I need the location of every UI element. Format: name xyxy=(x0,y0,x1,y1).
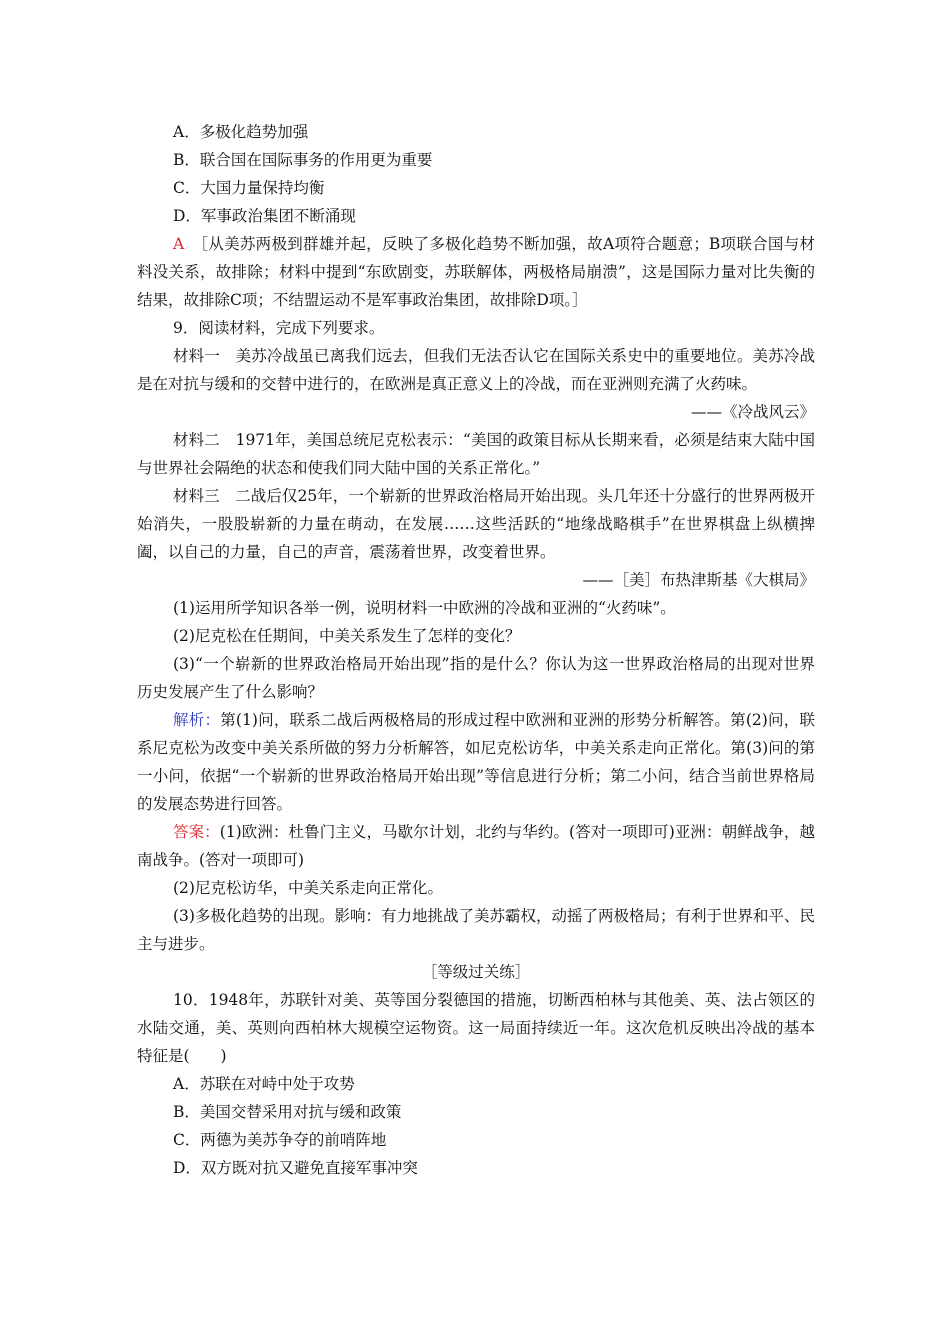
document-page xyxy=(137,118,815,1182)
q9-source-1: ——《冷战风云》 xyxy=(690,403,815,421)
q9-material-3: 材料三 二战后仅25年，一个崭新的世界政治格局开始出现。头几年还十分盛行的世界两极开始消失，一股股崭新的力量在萌动，在发展……这些活跃的“地缘战略棋手”在世界棋盘上纵横捭阖，以自己的力量，自己的声音，震荡着世界，改变着世界。 xyxy=(137,487,815,561)
q8-option-c: C．大国力量保持均衡 xyxy=(173,179,325,197)
q9-subquestion-2: (2)尼克松在任期间，中美关系发生了怎样的变化？ xyxy=(173,627,521,645)
answer-1-text: (1)欧洲：杜鲁门主义，马歇尔计划，北约与华约。(答对一项即可)亚洲：朝鲜战争，越南战争。(答对一项即可) xyxy=(137,823,815,869)
section-title: ［等级过关练］ xyxy=(421,963,531,981)
answer-label: 答案： xyxy=(173,823,220,841)
q9-answer-2: (2)尼克松访华，中美关系走向正常化。 xyxy=(173,879,443,897)
q9-answer-1 xyxy=(137,818,815,874)
q9-material-1: 材料一 美苏冷战虽已离我们远去，但我们无法否认它在国际关系史中的重要地位。美苏冷战是在对抗与缓和的交替中进行的，在欧洲是真正意义上的冷战，而在亚洲则充满了火药味。 xyxy=(137,347,815,393)
q8-answer-letter: A xyxy=(173,235,185,253)
q8-explanation-text: ［从美苏两极到群雄并起，反映了多极化趋势不断加强，故A项符合题意；B项联合国与材料没关系，故排除；材料中提到“东欧剧变，苏联解体，两极格局崩溃”，这是国际力量对比失衡的结果，故排除C项；不结盟运动不是军事政治集团，故排除D项。］ xyxy=(137,235,815,309)
q8-option-b: B．联合国在国际事务的作用更为重要 xyxy=(173,151,433,169)
q8-option-a: A．多极化趋势加强 xyxy=(173,123,309,141)
analysis-label: 解析： xyxy=(173,711,221,729)
q10-option-a: A．苏联在对峙中处于攻势 xyxy=(173,1075,355,1093)
q9-material-2: 材料二 1971年，美国总统尼克松表示：“美国的政策目标从长期来看，必须是结束大陆中国与世界社会隔绝的状态和使我们同大陆中国的关系正常化。” xyxy=(137,431,815,477)
q9-stem: 9．阅读材料，完成下列要求。 xyxy=(173,319,385,337)
q10-stem: 10．1948年，苏联针对美、英等国分裂德国的措施，切断西柏林与其他美、英、法占领区的水陆交通，美、英则向西柏林大规模空运物资。这一局面持续近一年。这次危机反映出冷战的基本特征是( ) xyxy=(137,991,815,1065)
q10-option-d: D．双方既对抗又避免直接军事冲突 xyxy=(173,1159,418,1177)
analysis-text: 第(1)问，联系二战后两极格局的形成过程中欧洲和亚洲的形势分析解答。第(2)问，联系尼克松为改变中美关系所做的努力分析解答，如尼克松访华，中美关系走向正常化。第(3)问的第一小问，依据“一个崭新的世界政治格局开始出现”等信息进行分析；第二小问，结合当前世界格局的发展态势进行回答。 xyxy=(137,711,815,813)
q9-analysis xyxy=(137,706,815,818)
q10-option-b: B．美国交替采用对抗与缓和政策 xyxy=(173,1103,402,1121)
q9-source-3: ——［美］布热津斯基《大棋局》 xyxy=(582,571,815,589)
q10-option-c: C．两德为美苏争夺的前哨阵地 xyxy=(173,1131,387,1149)
q9-subquestion-3: (3)“一个崭新的世界政治格局开始出现”指的是什么？你认为这一世界政治格局的出现对世界历史发展产生了什么影响？ xyxy=(137,655,815,701)
q8-option-d: D．军事政治集团不断涌现 xyxy=(173,207,356,225)
q8-explanation xyxy=(137,230,815,314)
q9-answer-3: (3)多极化趋势的出现。影响：有力地挑战了美苏霸权，动摇了两极格局；有利于世界和平、民主与进步。 xyxy=(137,907,815,953)
q9-subquestion-1: (1)运用所学知识各举一例，说明材料一中欧洲的冷战和亚洲的“火药味”。 xyxy=(173,599,676,617)
